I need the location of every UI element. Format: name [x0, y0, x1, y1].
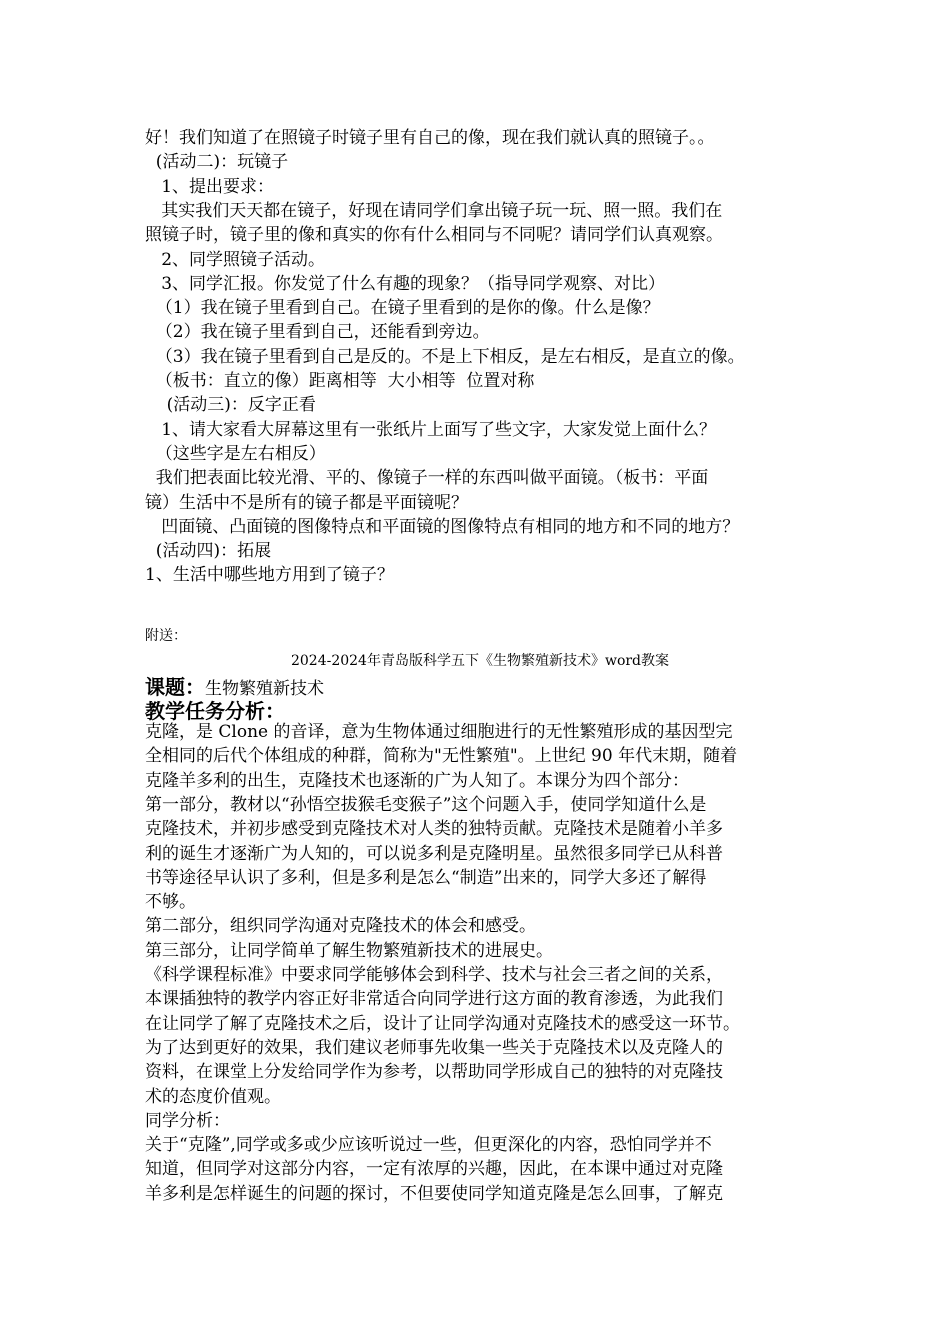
text-line: （2）我在镜子里看到自己，还能看到旁边。	[145, 322, 490, 343]
analysis-heading: 教学任务分析：	[145, 699, 285, 723]
text-line: 关于“克隆”,同学或多或少应该听说过一些，但更深化的内容，恐怕同学并不	[145, 1135, 712, 1156]
text-line: 资料，在课堂上分发给同学作为参考，以帮助同学形成自己的独特的对克隆技	[145, 1062, 723, 1083]
text-line: (活动三)：反字正看	[145, 395, 316, 416]
text-line: （这些字是左右相反）	[145, 443, 326, 464]
text-line: 羊多利是怎样诞生的问题的探讨，不但要使同学知道克隆是怎么回事，了解克	[145, 1183, 723, 1204]
text-line: 照镜子时，镜子里的像和真实的你有什么相同与不同呢？请同学们认真观察。	[145, 225, 723, 246]
lesson-topic-label: 课题：	[145, 675, 205, 699]
text-line: 为了达到更好的效果，我们建议老师事先收集一些关于克隆技术以及克隆人的	[145, 1037, 723, 1058]
text-line: 克隆，是 Clone 的音译，意为生物体通过细胞进行的无性繁殖形成的基因型完	[145, 722, 733, 742]
lesson-topic	[145, 674, 815, 700]
text-line: 不够。	[145, 892, 196, 913]
text-line: 1、请大家看大屏幕这里有一张纸片上面写了些文字，大家发觉上面什么？	[145, 419, 717, 440]
text-line: 知道，但同学对这部分内容，一定有浓厚的兴趣，因此，在本课中通过对克隆	[145, 1159, 723, 1180]
text-line: （板书：直立的像）距离相等 大小相等 位置对称	[145, 371, 535, 391]
text-line: （3）我在镜子里看到自己是反的。不是上下相反，是左右相反，是直立的像。	[145, 346, 745, 367]
text-line: 凹面镜、凸面镜的图像特点和平面镜的图像特点有相同的地方和不同的地方？	[145, 516, 740, 537]
text-line: （1）我在镜子里看到自己。在镜子里看到的是你的像。什么是像？	[145, 298, 660, 319]
text-line: 镜）生活中不是所有的镜子都是平面镜呢？	[145, 492, 468, 513]
text-line: 利的诞生才逐渐广为人知的，可以说多利是克隆明星。虽然很多同学已从科普	[145, 843, 723, 864]
text-line: 同学分析：	[145, 1110, 230, 1131]
text-line: 克隆技术，并初步感受到克隆技术对人类的独特贡献。克隆技术是随着小羊多	[145, 819, 723, 840]
text-line: 克隆羊多利的出生，克隆技术也逐渐的广为人知了。本课分为四个部分：	[145, 770, 689, 791]
text-line: (活动二)：玩镜子	[145, 152, 289, 173]
text-line: 1、提出要求：	[145, 176, 275, 197]
text-line: 在让同学了解了克隆技术之后，设计了让同学沟通对克隆技术的感受这一环节。	[145, 1013, 740, 1034]
text-line: 3、同学汇报。你发觉了什么有趣的现象？（指导同学观察、对比）	[145, 273, 666, 294]
text-line: 书等途径早认识了多利，但是多利是怎么“制造”出来的，同学大多还了解得	[145, 867, 707, 888]
lesson-topic-value: 生物繁殖新技术	[205, 679, 324, 699]
text-line: (活动四)：拓展	[145, 541, 272, 562]
text-line: 好！我们知道了在照镜子时镜子里有自己的像，现在我们就认真的照镜子。。	[145, 128, 715, 148]
text-line: 第三部分，让同学简单了解生物繁殖新技术的进展史。	[145, 940, 553, 961]
text-line: 2、同学照镜子活动。	[145, 249, 326, 270]
text-line: 全相同的后代个体组成的种群，简称为"无性繁殖"。上世纪 90 年代末期，随着	[145, 746, 738, 767]
text-line: 我们把表面比较光滑、平的、像镜子一样的东西叫做平面镜。（板书：平面	[145, 468, 709, 489]
attachment-title: 2024-2024年青岛版科学五下《生物繁殖新技术》word教案	[290, 653, 670, 669]
text-line: 其实我们天天都在镜子，好现在请同学们拿出镜子玩一玩、照一照。我们在	[145, 200, 723, 221]
attachment-label: 附送：	[145, 628, 187, 644]
text-line: 《科学课程标准》中要求同学能够体会到科学、技术与社会三者之间的关系，	[145, 965, 723, 985]
text-line: 1、生活中哪些地方用到了镜子？	[145, 565, 394, 586]
text-line: 第一部分，教材以“孙悟空拔猴毛变猴子”这个问题入手，使同学知道什么是	[145, 794, 707, 815]
text-line: 第二部分，组织同学沟通对克隆技术的体会和感受。	[145, 916, 536, 937]
text-line: 术的态度价值观。	[145, 1086, 281, 1107]
text-line: 本课插独特的教学内容正好非常适合向同学进行这方面的教育渗透，为此我们	[145, 989, 723, 1010]
